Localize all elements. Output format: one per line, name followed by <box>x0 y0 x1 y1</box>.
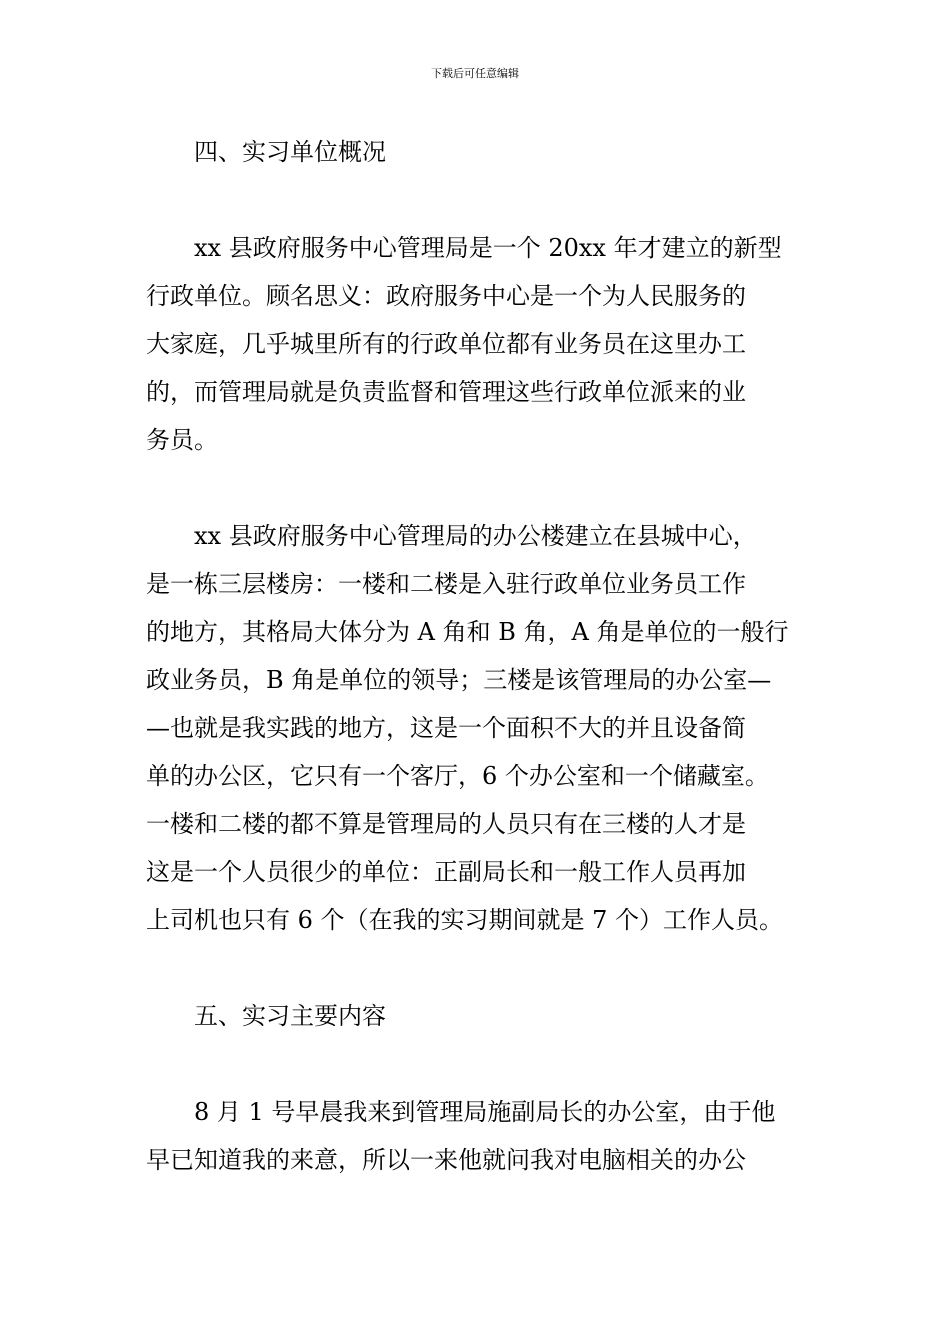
text-line: xx 县政府服务中心管理局是一个 20xx 年才建立的新型 <box>194 234 782 262</box>
text-line: —也就是我实践的地方，这是一个面积不大的并且设备简 <box>146 714 746 742</box>
text-line: 行政单位。顾名思义：政府服务中心是一个为人民服务的 <box>146 282 746 310</box>
text-line: 单的办公区，它只有一个客厅，6 个办公室和一个储藏室。 <box>146 762 769 790</box>
text-line: 早已知道我的来意，所以一来他就问我对电脑相关的办公 <box>146 1146 746 1174</box>
text-line: 的，而管理局就是负责监督和管理这些行政单位派来的业 <box>146 378 746 406</box>
text-line: 这是一个人员很少的单位：正副局长和一般工作人员再加 <box>146 858 746 886</box>
document-body <box>146 128 806 1184</box>
text-line: 的地方，其格局大体分为 A 角和 B 角，A 角是单位的一般行 <box>146 618 789 646</box>
paragraph-office-building <box>146 512 806 944</box>
paragraph-gap <box>146 1040 806 1088</box>
text-line: 8 月 1 号早晨我来到管理局施副局长的办公室，由于他 <box>194 1098 776 1126</box>
paragraph-first-day <box>146 1088 806 1184</box>
text-line: 政业务员，B 角是单位的领导；三楼是该管理局的办公室— <box>146 666 772 694</box>
paragraph-gap <box>146 944 806 992</box>
section-heading-unit-overview: 四、实习单位概况 <box>194 138 386 166</box>
text-line: 上司机也只有 6 个（在我的实习期间就是 7 个）工作人员。 <box>146 906 784 934</box>
text-line: 一楼和二楼的都不算是管理局的人员只有在三楼的人才是 <box>146 810 746 838</box>
paragraph-gap <box>146 464 806 512</box>
section-heading-main-content: 五、实习主要内容 <box>194 1002 386 1030</box>
text-line: 务员。 <box>146 426 218 454</box>
page-header-note: 下载后可任意编辑 <box>431 67 519 80</box>
paragraph-gap <box>146 176 806 224</box>
text-line: 是一栋三层楼房：一楼和二楼是入驻行政单位业务员工作 <box>146 570 746 598</box>
text-line: xx 县政府服务中心管理局的办公楼建立在县城中心， <box>194 522 757 550</box>
text-line: 大家庭，几乎城里所有的行政单位都有业务员在这里办工 <box>146 330 746 358</box>
paragraph-unit-intro <box>146 224 806 464</box>
